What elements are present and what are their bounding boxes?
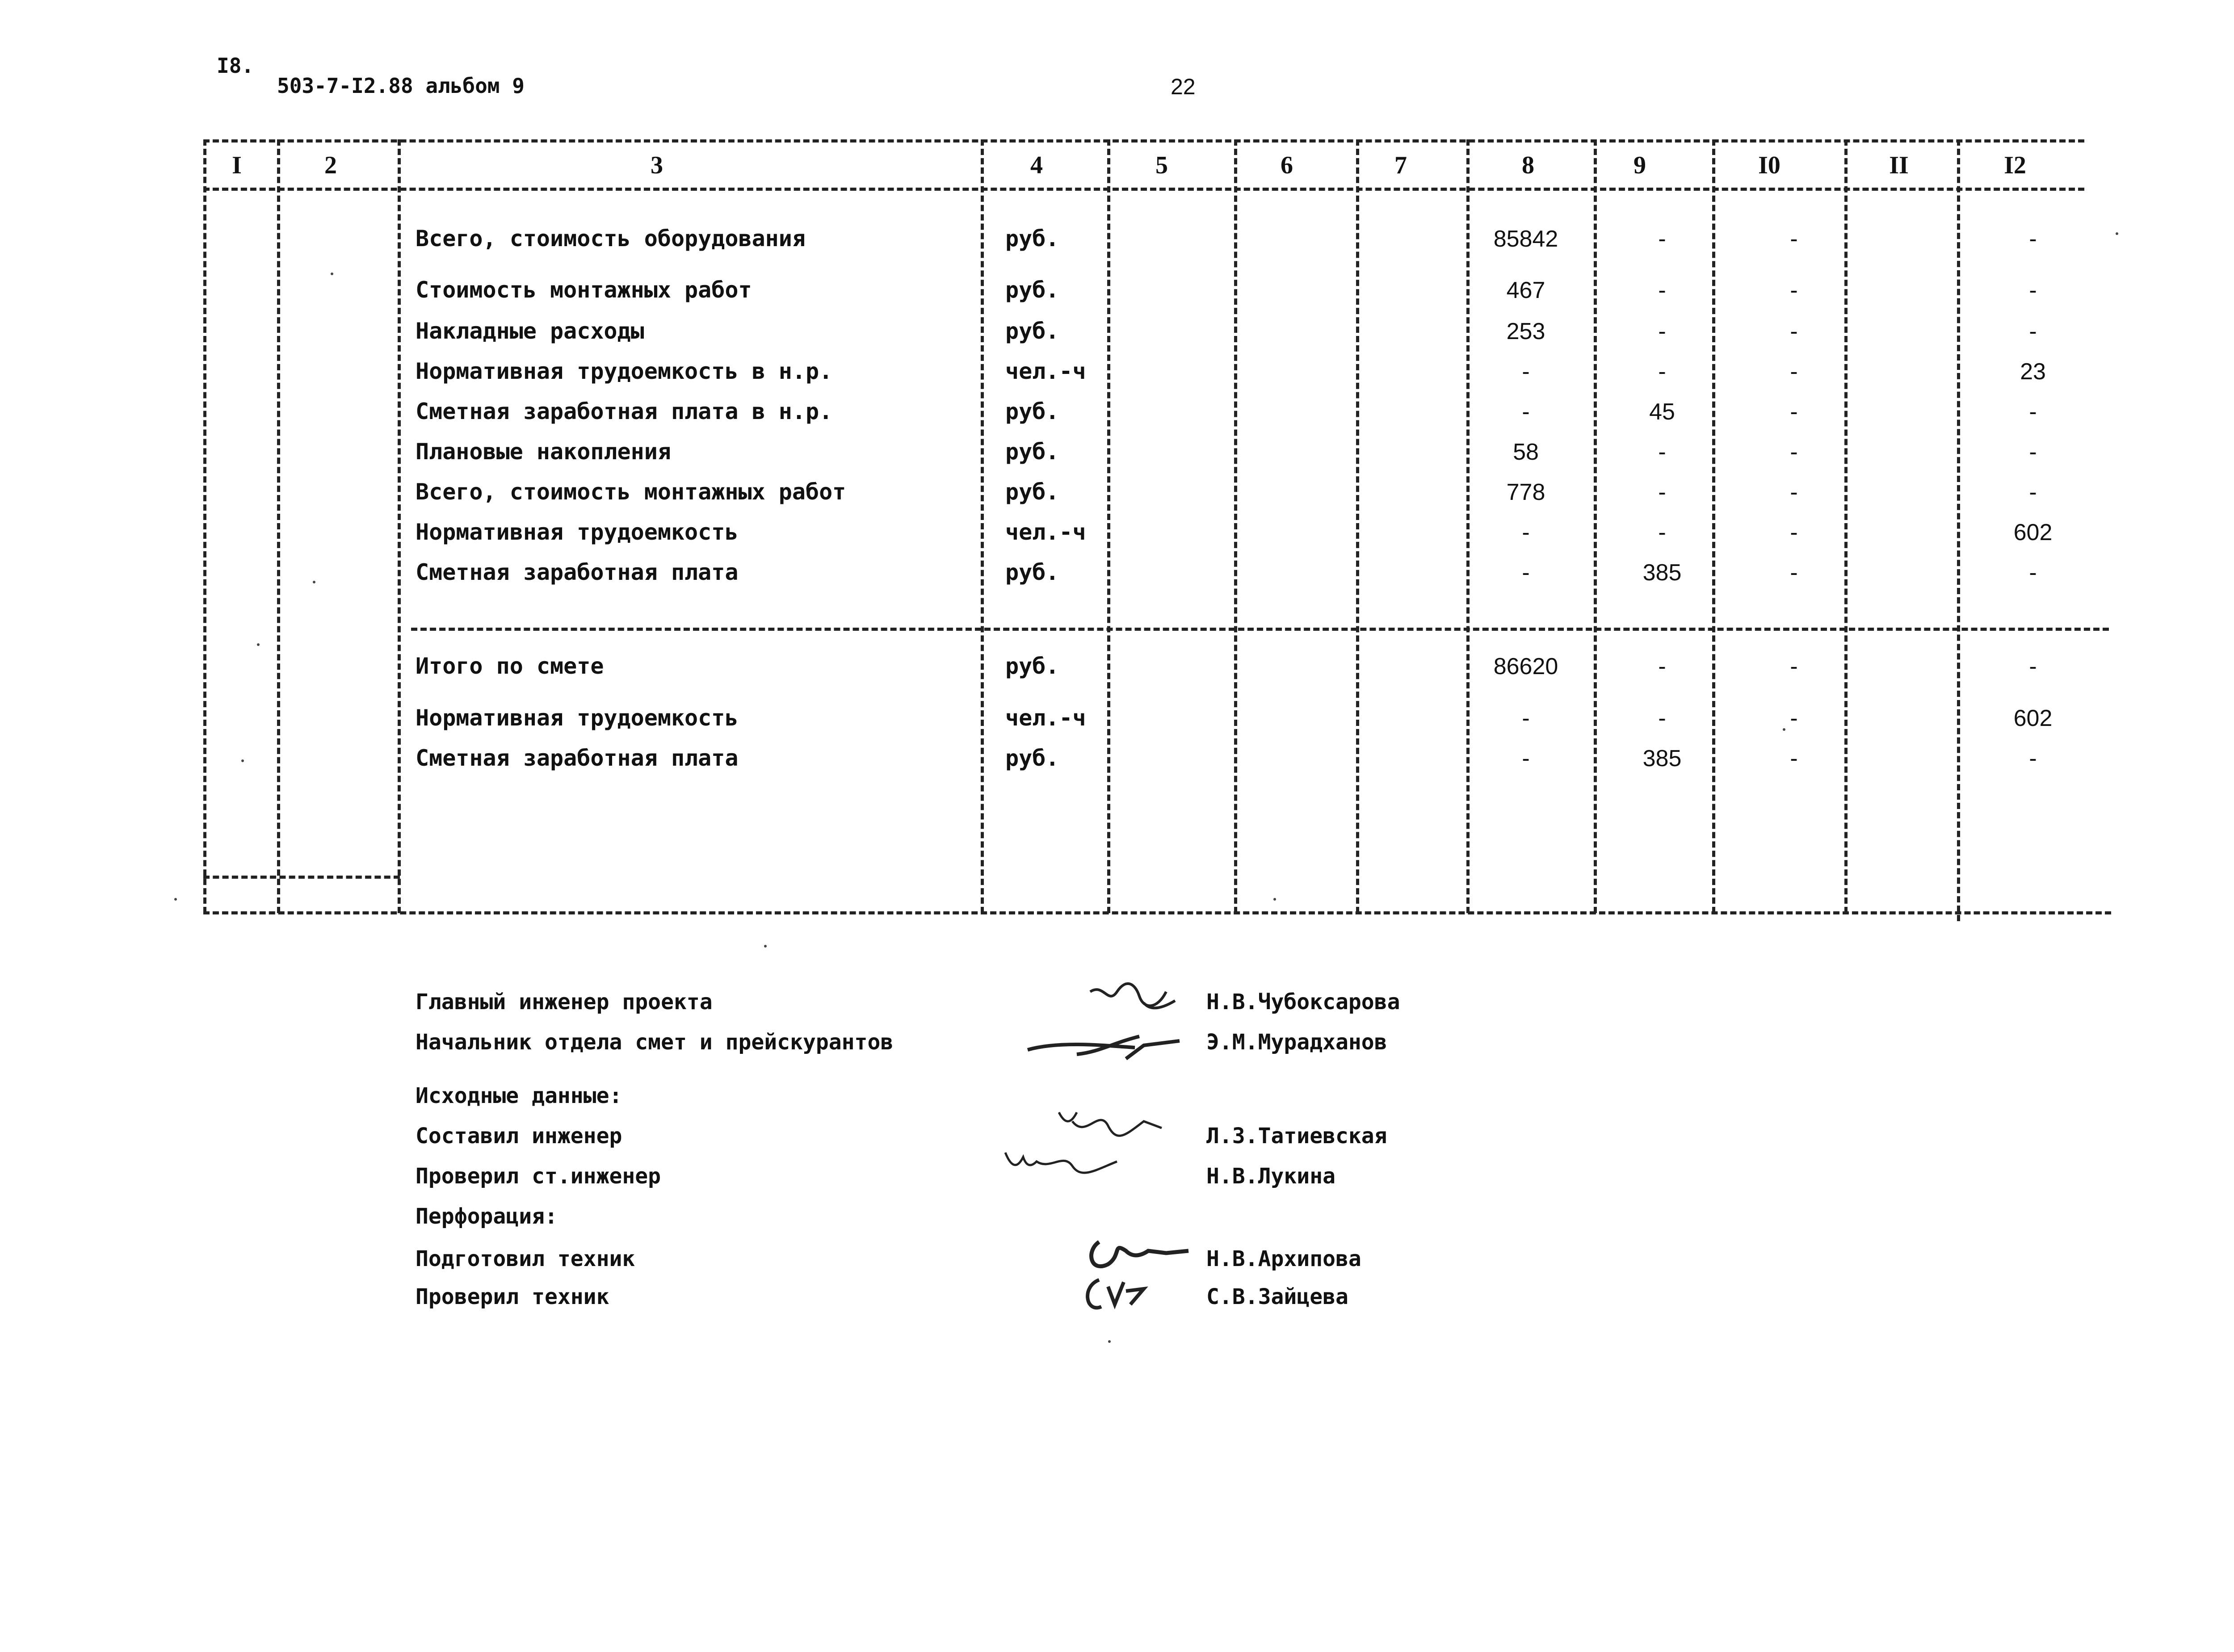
table-row-c9: - xyxy=(1658,319,1666,344)
column-number-6: 6 xyxy=(1281,151,1293,179)
table-row-label: Сметная заработная плата xyxy=(416,559,739,585)
table-bottom-rule xyxy=(203,911,2111,914)
table-row-c8: 467 xyxy=(1506,277,1545,303)
total-row-unit: чел.-ч xyxy=(1005,705,1086,731)
column-number-10: I0 xyxy=(1758,151,1780,179)
col-border-5 xyxy=(1234,139,1237,913)
table-row-c12: - xyxy=(2029,226,2037,252)
table-row-c8: 58 xyxy=(1513,439,1539,465)
table-row-c8: - xyxy=(1522,399,1530,425)
table-row-c8: - xyxy=(1522,520,1530,545)
table-row-c10: - xyxy=(1790,226,1798,252)
signature-scribble-2 xyxy=(1023,1027,1188,1072)
total-row-c12: - xyxy=(2029,654,2037,679)
signature-scribble-3 xyxy=(1054,1103,1171,1148)
signature-scribble-4 xyxy=(1001,1144,1126,1184)
total-row-c10: - xyxy=(1790,746,1798,771)
table-row-label: Всего, стоимость монтажных работ xyxy=(416,479,846,505)
table-row-c10: - xyxy=(1790,359,1798,385)
table-row-c12: 23 xyxy=(2020,359,2046,385)
corner-mark: I8. xyxy=(217,54,254,78)
total-row-c10: - xyxy=(1790,654,1798,679)
table-row-c12: - xyxy=(2029,319,2037,344)
table-row-label: Сметная заработная плата в н.р. xyxy=(416,398,833,424)
column-number-7: 7 xyxy=(1394,151,1407,179)
total-row-c9: 385 xyxy=(1642,746,1682,771)
scan-speck xyxy=(174,898,177,901)
signature-role: Проверил техник xyxy=(416,1284,609,1309)
col-border-2 xyxy=(398,139,401,913)
table-row-unit: руб. xyxy=(1005,277,1059,303)
table-row-c9: - xyxy=(1658,479,1666,505)
signature-role: Исходные данные: xyxy=(416,1083,622,1108)
column-number-2: 2 xyxy=(324,151,337,179)
table-row-unit: руб. xyxy=(1005,439,1059,465)
table-row-label: Нормативная трудоемкость в н.р. xyxy=(416,358,833,384)
signature-name: Л.З.Татиевская xyxy=(1206,1124,1387,1149)
column-number-3: 3 xyxy=(651,151,663,179)
col-border-9 xyxy=(1712,139,1715,913)
signature-name: Н.В.Архипова xyxy=(1206,1246,1361,1271)
table-row-c12: - xyxy=(2029,479,2037,505)
col-border-10 xyxy=(1844,139,1848,913)
table-row-c10: - xyxy=(1790,520,1798,545)
table-row-c8: 85842 xyxy=(1493,226,1558,252)
table-row-c10: - xyxy=(1790,439,1798,465)
signature-role: Главный инженер проекта xyxy=(416,990,713,1015)
total-row-c12: - xyxy=(2029,746,2037,771)
table-row-unit: руб. xyxy=(1005,479,1059,505)
table-row-c10: - xyxy=(1790,479,1798,505)
col-border-4 xyxy=(1107,139,1110,913)
total-row-c8: 86620 xyxy=(1493,654,1558,679)
total-row-c10: - xyxy=(1790,705,1798,731)
column-number-8: 8 xyxy=(1522,151,1534,179)
signature-name: С.В.Зайцева xyxy=(1206,1284,1348,1309)
table-row-c12: 602 xyxy=(2013,520,2053,545)
signature-name: Н.В.Лукина xyxy=(1206,1164,1335,1189)
column-number-11: II xyxy=(1889,151,1909,179)
table-row-c12: - xyxy=(2029,439,2037,465)
column-number-12: I2 xyxy=(2004,151,2026,179)
table-row-c9: 45 xyxy=(1649,399,1675,425)
signature-role: Составил инженер xyxy=(416,1124,622,1149)
table-row-c9: - xyxy=(1658,520,1666,545)
column-number-4: 4 xyxy=(1030,151,1043,179)
table-row-c9: - xyxy=(1658,359,1666,385)
table-row-c9: 385 xyxy=(1642,560,1682,586)
total-row-unit: руб. xyxy=(1005,653,1059,679)
scan-speck xyxy=(1273,898,1276,901)
page-number: 22 xyxy=(1171,74,1196,99)
signature-scribble-6 xyxy=(1081,1273,1153,1318)
table-row-label: Всего, стоимость оборудования xyxy=(416,226,806,252)
scan-speck xyxy=(241,759,244,762)
table-row-c8: - xyxy=(1522,560,1530,586)
column-number-9: 9 xyxy=(1634,151,1646,179)
table-row-c8: 778 xyxy=(1506,479,1545,505)
scan-speck xyxy=(1783,728,1785,731)
col-border-11 xyxy=(1957,139,1960,921)
section-divider-rule xyxy=(411,628,2109,631)
col-border-0 xyxy=(203,139,206,913)
table-row-c12: - xyxy=(2029,560,2037,586)
table-top-rule xyxy=(203,139,2084,143)
scan-speck xyxy=(1108,1340,1111,1343)
table-row-label: Стоимость монтажных работ xyxy=(416,277,752,303)
signature-role: Подготовил техник xyxy=(416,1246,635,1271)
table-row-c10: - xyxy=(1790,399,1798,425)
scan-speck xyxy=(331,273,333,275)
signature-role: Перфорация: xyxy=(416,1204,558,1229)
total-row-c8: - xyxy=(1522,705,1530,731)
table-row-unit: руб. xyxy=(1005,398,1059,424)
signature-role: Начальник отдела смет и прейскурантов xyxy=(416,1030,894,1055)
scan-speck xyxy=(313,581,315,583)
column-number-5: 5 xyxy=(1155,151,1168,179)
table-row-c10: - xyxy=(1790,277,1798,303)
table-row-c12: - xyxy=(2029,399,2037,425)
table-row-unit: руб. xyxy=(1005,318,1059,344)
table-row-c9: - xyxy=(1658,226,1666,252)
total-row-c8: - xyxy=(1522,746,1530,771)
col-border-6 xyxy=(1356,139,1359,913)
table-row-c9: - xyxy=(1658,439,1666,465)
total-row-c9: - xyxy=(1658,654,1666,679)
table-row-c9: - xyxy=(1658,277,1666,303)
table-row-unit: чел.-ч xyxy=(1005,358,1086,384)
column-number-1: I xyxy=(232,151,242,179)
scan-speck xyxy=(764,945,767,948)
table-row-c10: - xyxy=(1790,560,1798,586)
total-row-unit: руб. xyxy=(1005,745,1059,771)
scan-speck xyxy=(257,643,260,646)
total-row-label: Итого по смете xyxy=(416,653,604,679)
total-row-c12: 602 xyxy=(2013,705,2053,731)
col-border-1 xyxy=(277,139,280,913)
table-row-c12: - xyxy=(2029,277,2037,303)
total-row-label: Нормативная трудоемкость xyxy=(416,705,739,731)
total-row-label: Сметная заработная плата xyxy=(416,745,739,771)
table-row-c8: 253 xyxy=(1506,319,1545,344)
table-row-label: Нормативная трудоемкость xyxy=(416,519,739,545)
document-code: 503-7-I2.88 альбом 9 xyxy=(277,74,525,98)
table-row-unit: руб. xyxy=(1005,226,1059,252)
col-border-7 xyxy=(1466,139,1470,913)
signature-name: Н.В.Чубоксарова xyxy=(1206,990,1400,1015)
table-row-unit: руб. xyxy=(1005,559,1059,585)
header-bottom-rule xyxy=(203,188,2084,191)
scan-speck xyxy=(2116,232,2118,235)
table-row-unit: чел.-ч xyxy=(1005,519,1086,545)
table-row-c8: - xyxy=(1522,359,1530,385)
table-row-c10: - xyxy=(1790,319,1798,344)
signature-scribble-1 xyxy=(1086,978,1193,1019)
table-row-label: Плановые накопления xyxy=(416,439,671,465)
signature-role: Проверил ст.инженер xyxy=(416,1164,661,1189)
left-cells-rule xyxy=(203,876,400,879)
table-row-label: Накладные расходы xyxy=(416,318,644,344)
col-border-3 xyxy=(981,139,984,913)
total-row-c9: - xyxy=(1658,705,1666,731)
col-border-8 xyxy=(1594,139,1597,913)
signature-name: Э.М.Мурадханов xyxy=(1206,1030,1387,1055)
